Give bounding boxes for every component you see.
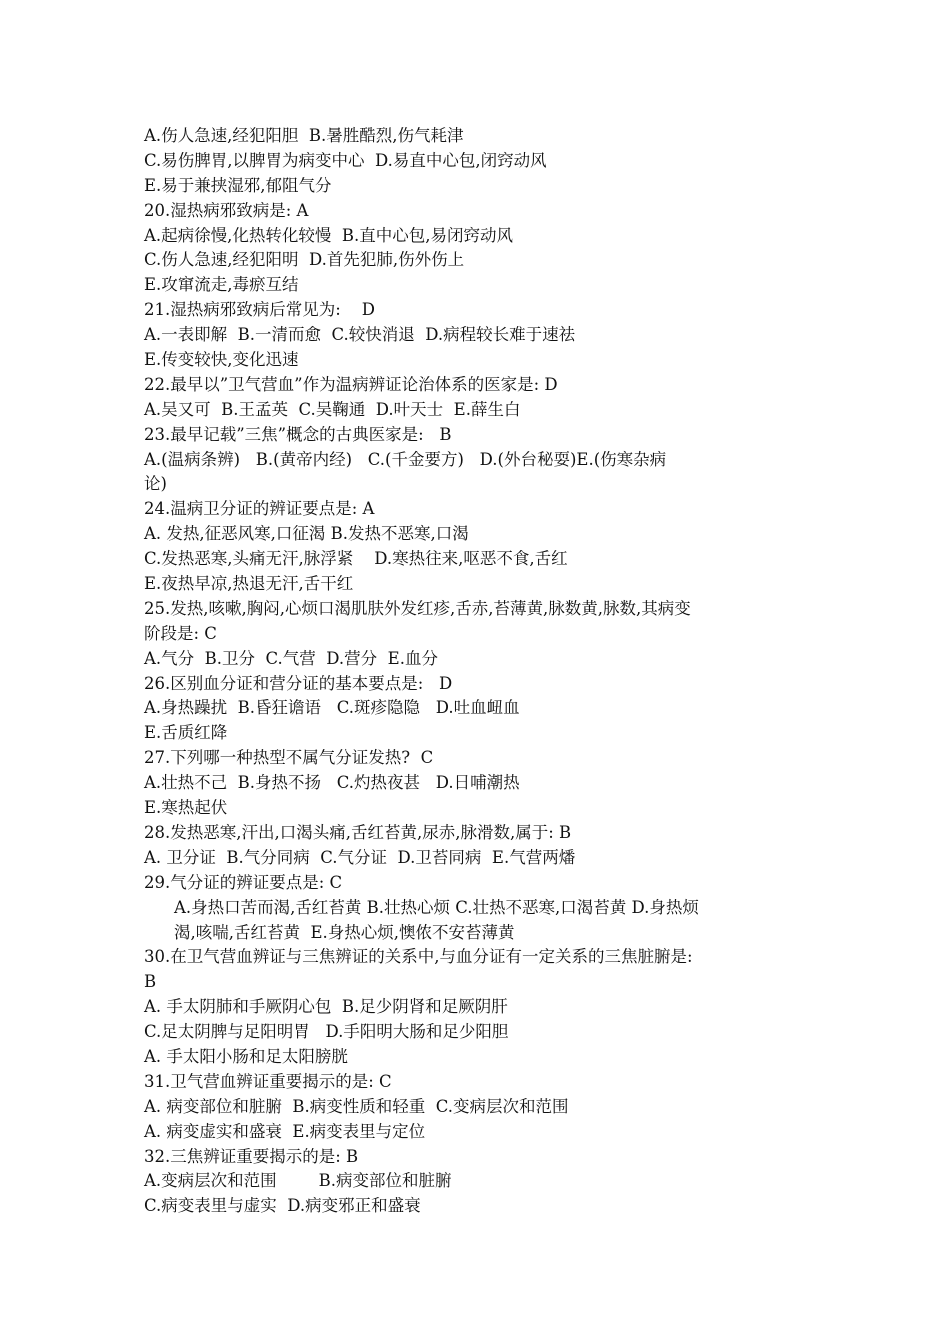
text-line: A.壮热不己 B.身热不扬 C.灼热夜甚 D.日哺潮热 bbox=[144, 773, 520, 793]
text-line: E.攻窜流走,毒瘀互结 bbox=[144, 275, 299, 295]
text-line: E.夜热早凉,热退无汗,舌干红 bbox=[144, 574, 354, 594]
text-line: 32.三焦辨证重要揭示的是: B bbox=[144, 1146, 359, 1166]
text-line: E.传变较快,变化迅速 bbox=[144, 350, 299, 370]
text-line: C.发热恶寒,头痛无汗,脉浮紧 D.寒热往来,呕恶不食,舌红 bbox=[144, 549, 568, 569]
text-line: B bbox=[144, 972, 157, 992]
document-page bbox=[144, 124, 824, 1219]
text-line: A.起病徐慢,化热转化较慢 B.直中心包,易闭窍动风 bbox=[144, 225, 514, 245]
text-line: A.气分 B.卫分 C.气营 D.营分 E.血分 bbox=[144, 648, 438, 668]
text-line: C.易伤脾胃,以脾胃为病变中心 D.易直中心包,闭窍动风 bbox=[144, 150, 547, 170]
text-line: 渴,咳喘,舌红苔黄 E.身热心烦,懊侬不安苔薄黄 bbox=[174, 922, 515, 942]
text-line: 22.最早以”卫气营血”作为温病辨证论治体系的医家是: D bbox=[144, 374, 558, 394]
text-line: C.足太阴脾与足阳明胃 D.手阳明大肠和足少阳胆 bbox=[144, 1022, 509, 1042]
text-line: 25.发热,咳嗽,胸闷,心烦口渴肌肤外发红疹,舌赤,苔薄黄,脉数黄,脉数,其病变 bbox=[144, 598, 691, 618]
text-line: 20.湿热病邪致病是: A bbox=[144, 200, 309, 220]
text-line: A.吴又可 B.王孟英 C.吴鞠通 D.叶天士 E.薛生白 bbox=[144, 399, 521, 419]
text-line: A.一表即解 B.一清而愈 C.较快消退 D.病程较长难于速祛 bbox=[144, 325, 576, 345]
text-line: A.(温病条辨) B.(黄帝内经) C.(千金要方) D.(外台秘耍)E.(伤寒杂病 bbox=[144, 449, 667, 469]
text-line: A.变病层次和范围 B.病变部位和脏腑 bbox=[144, 1171, 452, 1191]
text-line: A. 手太阳小肠和足太阳膀胱 bbox=[144, 1046, 348, 1066]
text-line: 23.最早记载”三焦”概念的古典医家是: B bbox=[144, 424, 452, 444]
text-line: A. 卫分证 B.气分同病 C.气分证 D.卫苔同病 E.气营两燔 bbox=[144, 847, 576, 867]
text-line: 31.卫气营血辨证重要揭示的是: C bbox=[144, 1071, 392, 1091]
text-line: 27.下列哪一种热型不属气分证发热? C bbox=[144, 748, 434, 768]
text-line: C.伤人急速,经犯阳明 D.首先犯肺,伤外伤上 bbox=[144, 250, 465, 270]
text-line: 24.温病卫分证的辨证要点是: A bbox=[144, 499, 375, 519]
text-line: 论) bbox=[144, 474, 167, 494]
text-line: E.寒热起伏 bbox=[144, 798, 228, 818]
text-line: A. 发热,征恶风寒,口征渴 B.发热不恶寒,口渴 bbox=[144, 524, 469, 544]
text-line: 阶段是: C bbox=[144, 623, 217, 643]
text-line: E.舌质红降 bbox=[144, 723, 228, 743]
text-line: A. 病变虚实和盛衰 E.病变表里与定位 bbox=[144, 1121, 426, 1141]
text-line: A.伤人急速,经犯阳胆 B.暑胜酷烈,伤气耗津 bbox=[144, 126, 464, 145]
text-line: A. 病变部位和脏腑 B.病变性质和轻重 C.变病层次和范围 bbox=[144, 1096, 569, 1116]
text-line: 26.区别血分证和营分证的基本要点是: D bbox=[144, 673, 453, 693]
text-line: 29.气分证的辨证要点是: C bbox=[144, 872, 343, 892]
text-line: 28.发热恶寒,汗出,口渴头痛,舌红苔黄,尿赤,脉滑数,属于: B bbox=[144, 822, 572, 842]
text-line: A.身热口苦而渴,舌红苔黄 B.壮热心烦 C.壮热不恶寒,口渴苔黄 D.身热烦 bbox=[174, 897, 699, 917]
text-line: C.病变表里与虚实 D.病变邪正和盛衰 bbox=[144, 1196, 421, 1216]
text-line: 30.在卫气营血辨证与三焦辨证的关系中,与血分证有一定关系的三焦脏腑是: bbox=[144, 947, 693, 967]
text-line: 21.湿热病邪致病后常见为: D bbox=[144, 300, 376, 320]
text-line: A.身热躁扰 B.昏狂谵语 C.斑疹隐隐 D.吐血衄血 bbox=[144, 698, 520, 718]
text-line: A. 手太阴肺和手厥阴心包 B.足少阴肾和足厥阴肝 bbox=[144, 997, 508, 1017]
text-line: E.易于兼挟湿邪,郁阻气分 bbox=[144, 175, 332, 195]
